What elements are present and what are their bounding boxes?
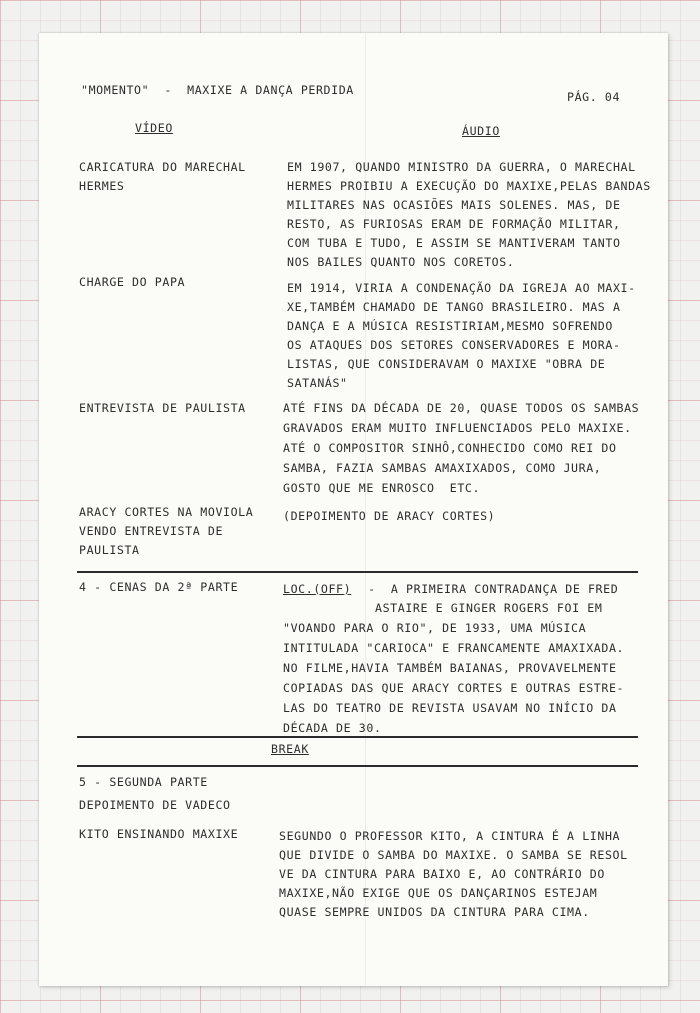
row1-audio-line6: NOS BAILES QUANTO NOS CORETOS.: [287, 255, 515, 269]
row3-audio-line4: SAMBA, FAZIA SAMBAS AMAXIXADOS, COMO JURA,: [283, 461, 602, 475]
audio-column-header: ÁUDIO: [462, 124, 500, 138]
row4-audio-line1: (DEPOIMENTO DE ARACY CORTES): [283, 509, 496, 523]
row2-audio-line1: EM 1914, VIRIA A CONDENAÇÃO DA IGREJA AO MAXI-: [287, 281, 636, 295]
section5-audio-line1: SEGUNDO O PROFESSOR KITO, A CINTURA É A LINHA: [279, 829, 621, 843]
row1-video-line1: CARICATURA DO MARECHAL: [79, 160, 246, 174]
row3-audio-line5: GOSTO QUE ME ENROSCO ETC.: [283, 481, 481, 495]
section5-audio-line2: QUE DIVIDE O SAMBA DO MAXIXE. O SAMBA SE RESOL: [279, 848, 628, 862]
video-column-header: VÍDEO: [135, 121, 173, 135]
section4-audio-line3: "VOANDO PARA O RIO", DE 1933, UMA MÚSICA: [283, 621, 587, 635]
section4-video: 4 - CENAS DA 2ª PARTE: [79, 580, 239, 594]
row3-audio-line1: ATÉ FINS DA DÉCADA DE 20, QUASE TODOS OS SAMBAS: [283, 401, 640, 415]
row2-audio-line6: SATANÁS": [287, 376, 348, 390]
row1-audio-line3: MILITARES NAS OCASIÕES MAIS SOLENES. MAS, DE: [287, 198, 621, 212]
row4-video-line2: VENDO ENTREVISTA DE: [79, 524, 224, 538]
section4-audio-line2: ASTAIRE E GINGER ROGERS FOI EM: [375, 601, 603, 615]
section-divider-2: [77, 736, 638, 738]
section4-audio-line4: INTITULADA "CARIOCA" E FRANCAMENTE AMAXIXADA.: [283, 641, 625, 655]
row1-audio-line5: COM TUBA E TUDO, E ASSIM SE MANTIVERAM TANTO: [287, 236, 621, 250]
section4-audio-line7: LAS DO TEATRO DE REVISTA USAVAM NO INÍCIO DA: [283, 701, 617, 715]
section4-audio-line8: DÉCADA DE 30.: [283, 721, 382, 735]
page-number: PÁG. 04: [567, 90, 621, 104]
section5-audio-line4: MAXIXE,NÃO EXIGE QUE OS DANÇARINOS ESTEJAM: [279, 886, 598, 900]
section4-audio-line1: - A PRIMEIRA CONTRADANÇA DE FRED: [353, 582, 619, 596]
row1-video-line2: HERMES: [79, 179, 125, 193]
row1-audio-line2: HERMES PROIBIU A EXECUÇÃO DO MAXIXE,PELAS BANDAS: [287, 179, 651, 193]
document-title: "MOMENTO" - MAXIXE A DANÇA PERDIDA: [81, 83, 354, 97]
row1-audio-line1: EM 1907, QUANDO MINISTRO DA GUERRA, O MARECHAL: [287, 160, 636, 174]
section4-loc-label: LOC.(OFF): [283, 582, 352, 596]
row3-audio-line2: GRAVADOS ERAM MUITO INFLUENCIADOS PELO MAXIXE.: [283, 421, 632, 435]
row4-video-line1: ARACY CORTES NA MOVIOLA: [79, 505, 254, 519]
section5-video: KITO ENSINANDO MAXIXE: [79, 827, 239, 841]
section4-audio-line5: NO FILME,HAVIA TAMBÉM BAIANAS, PROVAVELMENTE: [283, 661, 617, 675]
row4-video-line3: PAULISTA: [79, 543, 140, 557]
section5-title: 5 - SEGUNDA PARTE: [79, 775, 208, 789]
section-divider-1: [77, 571, 638, 573]
row2-audio-line4: OS ATAQUES DOS SETORES CONSERVADORES E MORA-: [287, 338, 621, 352]
row2-audio-line3: DANÇA E A MÚSICA RESISTIRIAM,MESMO SOFRENDO: [287, 319, 613, 333]
row3-audio-line3: ATÉ O COMPOSITOR SINHÔ,CONHECIDO COMO REI DO: [283, 441, 617, 455]
section-divider-3: [77, 765, 638, 767]
row2-video-line1: CHARGE DO PAPA: [79, 275, 186, 289]
section5-audio-line3: VE DA CINTURA PARA BAIXO E, AO CONTRÁRIO DO: [279, 867, 605, 881]
section5-audio-line5: QUASE SEMPRE UNIDOS DA CINTURA PARA CIMA.: [279, 905, 590, 919]
row2-audio-line2: XE,TAMBÉM CHAMADO DE TANGO BRASILEIRO. MAS A: [287, 300, 621, 314]
break-label: BREAK: [271, 742, 309, 756]
section4-audio-line6: COPIADAS DAS QUE ARACY CORTES E OUTRAS ESTRE-: [283, 681, 625, 695]
row1-audio-line4: RESTO, AS FURIOSAS ERAM DE FORMAÇÃO MILITAR,: [287, 217, 621, 231]
section5-subtitle: DEPOIMENTO DE VADECO: [79, 798, 231, 812]
script-page: [39, 33, 668, 986]
row3-video-line1: ENTREVISTA DE PAULISTA: [79, 401, 246, 415]
row2-audio-line5: LISTAS, QUE CONSIDERAVAM O MAXIXE "OBRA DE: [287, 357, 606, 371]
